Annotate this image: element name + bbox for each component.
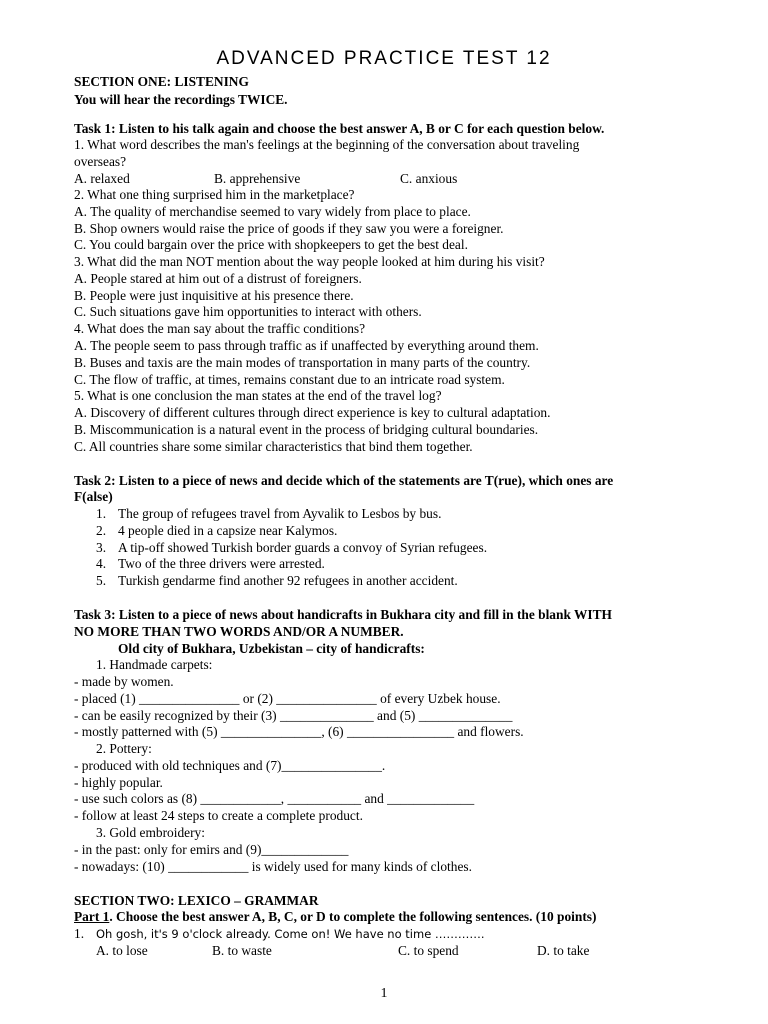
task3-line: - highly popular. <box>74 775 163 790</box>
task2-heading-line1: Task 2: Listen to a piece of news and decide which of the statements are T(rue), which ones are <box>74 473 614 488</box>
task1-q5-c: C. All countries share some similar characteristics that bind them together. <box>74 439 473 454</box>
list-item: 3. A tip-off showed Turkish border guards a convoy of Syrian refugees. <box>96 540 488 555</box>
task1-q5-b: B. Miscommunication is a natural event in the process of bridging cultural boundaries. <box>74 422 539 437</box>
task3-line: - made by women. <box>74 674 174 689</box>
page-title: ADVANCED PRACTICE TEST 12 <box>216 48 552 69</box>
task1-q1-options <box>74 171 457 187</box>
task1-q4-b: B. Buses and taxis are the main modes of transportation in many parts of the country. <box>74 355 531 370</box>
option-d: D. to take <box>537 943 590 958</box>
page-number: 1 <box>380 986 388 1001</box>
option-b: B. apprehensive <box>214 171 301 186</box>
option-c: C. anxious <box>400 171 458 186</box>
task3-heading-line1: Task 3: Listen to a piece of news about handicrafts in Bukhara city and fill in the blank WITH <box>74 607 612 622</box>
task3-carpets-heading: 1. Handmade carpets: <box>96 657 213 672</box>
section-one-subheading: You will hear the recordings TWICE. <box>74 92 288 107</box>
task3-line: - nowadays: (10) ____________ is widely used for many kinds of clothes. <box>74 859 472 874</box>
option-b: B. to waste <box>212 943 272 958</box>
part1-q1: 1. Oh gosh, it's 9 o'clock already. Come on! We have no time …………. <box>74 926 485 941</box>
task1-q4: 4. What does the man say about the traffic conditions? <box>74 321 366 336</box>
task3-subtitle: Old city of Bukhara, Uzbekistan – city of handicrafts: <box>118 641 425 656</box>
task1-q3-b: B. People were just inquisitive at his presence there. <box>74 288 354 303</box>
task3-embroidery-heading: 3. Gold embroidery: <box>96 825 205 840</box>
task1-heading: Task 1: Listen to his talk again and choose the best answer A, B or C for each question below. <box>74 121 605 136</box>
task3-line: - use such colors as (8) ____________, ___________ and _____________ <box>74 791 475 806</box>
task1-q5: 5. What is one conclusion the man states at the end of the travel log? <box>74 388 442 403</box>
task3-line: - produced with old techniques and (7)_______________. <box>74 758 386 773</box>
task1-q2-a: A. The quality of merchandise seemed to vary widely from place to place. <box>74 204 471 219</box>
task3-line: - in the past: only for emirs and (9)_____________ <box>74 842 349 857</box>
task3-line: - mostly patterned with (5) _______________, (6) ________________ and flowers. <box>74 724 524 739</box>
option-a: A. relaxed <box>74 171 130 186</box>
task1-q1-line1: 1. What word describes the man's feelings at the beginning of the conversation about traveling <box>74 137 580 152</box>
task1-q4-c: C. The flow of traffic, at times, remains constant due to an intricate road system. <box>74 372 505 387</box>
task1-q3-a: A. People stared at him out of a distrust of foreigners. <box>74 271 362 286</box>
task1-q4-a: A. The people seem to pass through traffic as if unaffected by everything around them. <box>74 338 539 353</box>
task1-q2: 2. What one thing surprised him in the marketplace? <box>74 187 355 202</box>
task1-q3: 3. What did the man NOT mention about the way people looked at him during his visit? <box>74 254 545 269</box>
list-item: 2. 4 people died in a capsize near Kalymos. <box>96 523 338 538</box>
task3-heading-line2: NO MORE THAN TWO WORDS AND/OR A NUMBER. <box>74 624 404 639</box>
task1-q1-line2: overseas? <box>74 154 127 169</box>
task1-q3-c: C. Such situations gave him opportunities to interact with others. <box>74 304 422 319</box>
task3-line: - can be easily recognized by their (3) ______________ and (5) ______________ <box>74 708 513 723</box>
list-item: 5. Turkish gendarme find another 92 refugees in another accident. <box>96 573 458 588</box>
task3-pottery-heading: 2. Pottery: <box>96 741 152 756</box>
part1-instruction: Part 1. Choose the best answer A, B, C, or D to complete the following sentences. (10 points) <box>74 909 597 924</box>
option-a: A. to lose <box>96 943 148 958</box>
option-c: C. to spend <box>398 943 459 958</box>
task3-line: - placed (1) _______________ or (2) _______________ of every Uzbek house. <box>74 691 501 706</box>
task2-heading-line2: F(alse) <box>74 489 113 504</box>
section-two-heading: SECTION TWO: LEXICO – GRAMMAR <box>74 893 319 908</box>
task3-line: - follow at least 24 steps to create a complete product. <box>74 808 363 823</box>
section-one-heading: SECTION ONE: LISTENING <box>74 74 249 89</box>
task1-q2-c: C. You could bargain over the price with shopkeepers to get the best deal. <box>74 237 468 252</box>
list-item: 1. The group of refugees travel from Ayvalik to Lesbos by bus. <box>96 506 442 521</box>
task1-q2-b: B. Shop owners would raise the price of goods if they saw you were a foreigner. <box>74 221 504 236</box>
task1-q5-a: A. Discovery of different cultures through direct experience is key to cultural adaptation. <box>74 405 551 420</box>
part1-q1-options <box>96 943 589 959</box>
list-item: 4. Two of the three drivers were arrested. <box>96 556 325 571</box>
